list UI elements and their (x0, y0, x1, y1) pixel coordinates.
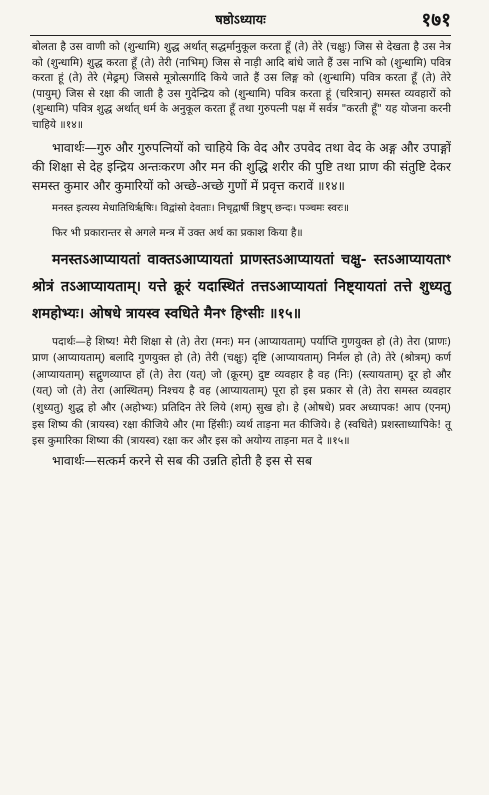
page-body (32, 40, 451, 470)
bhavarth-paragraph: भावार्थः—गुरु और गुरुपत्नियों को चाहिये कि वेद और उपवेद तथा वेद के अङ्ग और उपाङ्गों की शिक्षा से देह इन्द्रिय अन्तःकरण और मन की शुद्धि शरीर की पुष्टि तथा प्राण की संतुष्टि देकर समस्त कुमार और कुमारियों को अच्छे-अच्छे गुणों में प्रवृत्त करावें ॥१४॥ (32, 139, 451, 193)
page-number: १७१ (421, 9, 451, 31)
bhavarth-paragraph-2: भावार्थः—सत्कर्म करने से सब की उन्नति होती है इस से सब (52, 452, 312, 468)
word-meaning-continued: बोलता है उस वाणी को (शुन्धामि) शुद्ध अर्थात् सद्धर्मानुकूल करता हूँ (ते) तेरे (चक्षुः) जिस से देखता है उस नेत्र को (शुन्धामि) शुद्ध करता हूँ (ते) तेरी (नाभिम्) जिस से नाड़ी आदि बांधे जाते हैं उस नाभि को (शुन्धामि) पवित्र करता हूं (ते) तेरे (मेढ्रम्) जिससे मूत्रोत्सर्गादि किये जाते हैं उस लिङ्ग को (शुन्धामि) पवित्र करता हूँ (ते) तेरे (पायुम्) जिस से रक्षा की जाती है उस गुदेन्द्रिय को (शुन्धामि) पवित्र करता हूं (चरित्रान्) समस्त व्यवहारों को (शुन्धामि) पवित्र शुद्ध अर्थात् धर्म के अनुकूल करता हूँ तथा गुरुपत्नी पक्ष में सर्वत्र "करती हूँ" यह योजना करनी चाहिये ॥१४॥ (32, 41, 451, 131)
mantra-intro: फिर भी प्रकारान्तर से अगले मन्त्र में उक्त अर्थ का प्रकाश किया है॥ (52, 226, 303, 239)
header-rule (30, 35, 451, 36)
page-header (30, 6, 451, 32)
mantra-text: मनस्तऽआप्यायतां वाक्तऽआप्यायतां प्राणस्तऽआप्यायतां चक्षु- स्तऽआप्यायताꣳ श्रोत्रं तऽआप्यायताम्। यत्ते क्रूरं यदास्थितं तत्तऽआप्यायतां निष्ट्यायतां तत्ते शुध्यतु शमहोभ्यः। ओषधे त्रायस्व स्वधिते मैनꣳ हिꣳसीः ॥१५॥ (32, 251, 451, 322)
running-head: षष्ठोऽध्यायः (215, 13, 266, 28)
padarth-paragraph: पदार्थः—हे शिष्य! मेरी शिक्षा से (ते) तेरा (मनः) मन (आप्यायताम्) पर्याप्ति गुणयुक्त हो (ते) तेरा (प्राणः) प्राण (आप्यायताम्) बलादि गुणयुक्त हो (ते) तेरी (चक्षुः) दृष्टि (आप्यायताम्) निर्मल हो (ते) तेरे (श्रोत्रम्) कर्ण (आप्यायताम्) सद्गुणव्याप्त हों (ते) तेरा (यत्) जो (क्रूरम्) दुष्ट व्यवहार है वह (निः) (स्त्यायताम्) दूर हो और (यत्) जो (ते) तेरा (आस्थितम्) निश्चय है वह (आप्यायताम्) पूरा हो इस प्रकार से (ते) तेरा समस्त व्यवहार (शुध्यतु) शुद्ध हो और (अहोभ्यः) प्रतिदिन तेरे लिये (शम्) सुख हो। हे (ओषधे) प्रवर अध्यापक! आप (एनम्) इस शिष्य की (त्रायस्व) रक्षा कीजिये और (मा हिंसीः) व्यर्थ ताड़ना मत कीजिये। हे (स्वधिते) प्रशस्ताध्यापिके! तू इस कुमारिका शिष्या की (त्रायस्व) रक्षा कर और इस को अयोग्य ताड़ना मत दे ॥१५॥ (32, 335, 451, 448)
mantra-metadata: मनस्त इत्यस्य मेधातिथिर्ऋषिः। विद्वांसो देवताः। निचृद्वार्षी त्रिष्टुप् छन्दः। पञ्चमः स्वरः॥ (52, 202, 350, 214)
